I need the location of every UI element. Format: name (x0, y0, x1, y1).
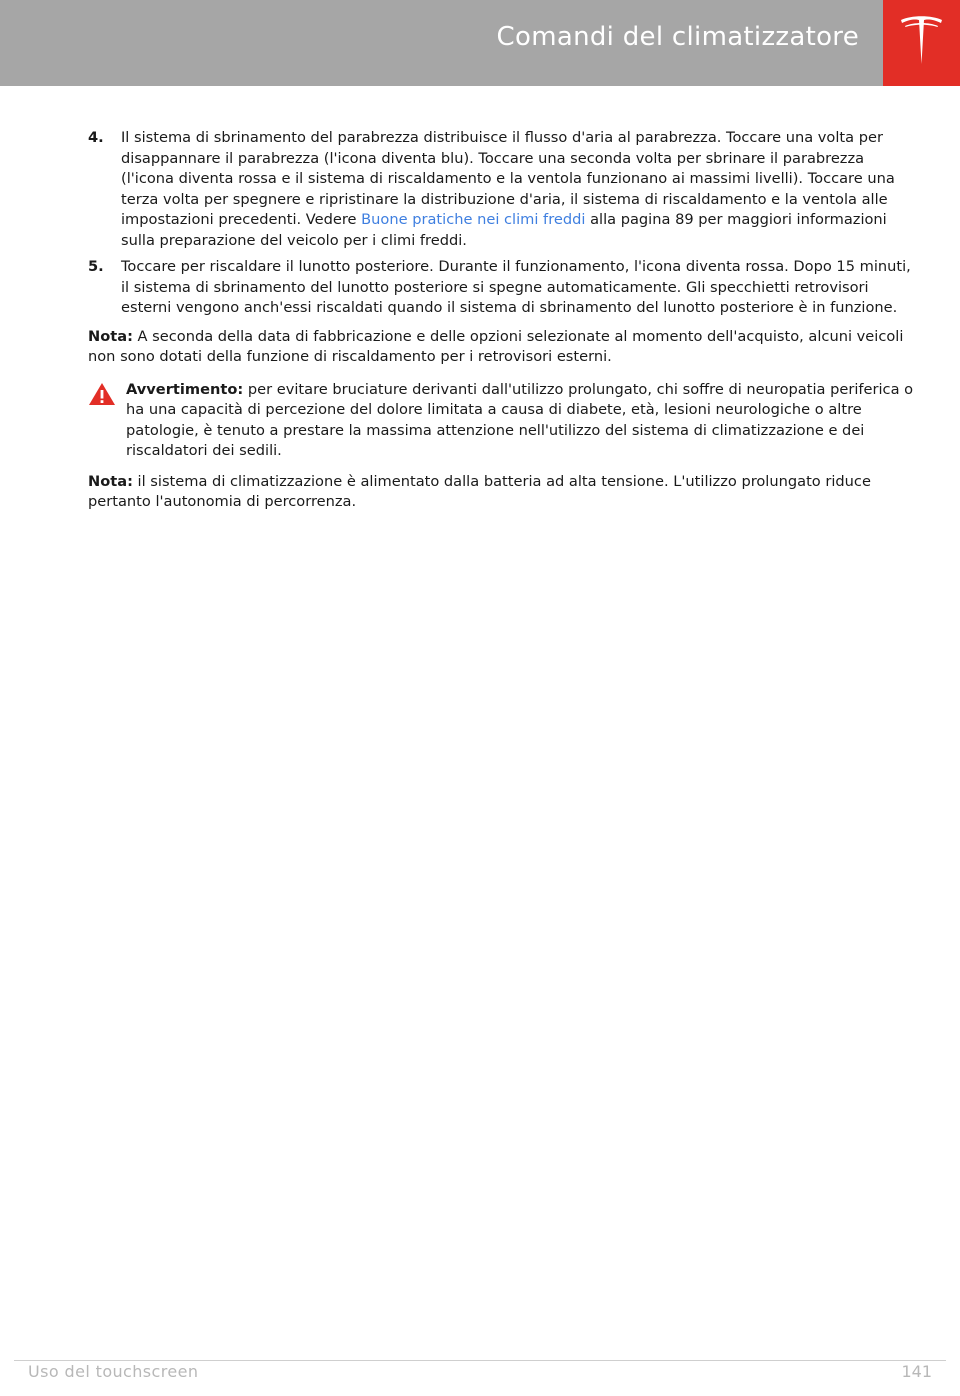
list-number: 4. (88, 129, 104, 146)
note-label: Nota: (88, 472, 133, 490)
note-text: il sistema di climatizzazione è alimentato dalla batteria ad alta tensione. L'utilizzo prolungato riduce pertanto l'autonomia di percorrenza. (88, 472, 871, 510)
page-title: Comandi del climatizzatore (496, 22, 859, 52)
list-item (88, 128, 918, 251)
item-text: Il sistema di sbrinamento del parabrezza distribuisce il flusso d'aria al parabrezza. Toccare una volta per disappannare il parabrezza (l'icona diventa blu). Toccare una seconda volta per sbrinare il parabrezza (l'icona diventa rossa e il sistema di riscaldamento e la ventola funzionano ai massimi livelli). Toccare una terza volta per spegnere e ripristinare la distribuzione d'aria, il sistema di riscaldamento e la ventola alle impostazioni precedenti. Vedere (121, 129, 895, 228)
header-bar (0, 0, 883, 86)
warning-box (88, 380, 918, 462)
list-number: 5. (88, 258, 104, 275)
note-text: A seconda della data di fabbricazione e delle opzioni selezionate al momento dell'acquisto, alcuni veicoli non sono dotati della funzione di riscaldamento per i retrovisori esterni. (88, 327, 904, 365)
warning-text: per evitare bruciature derivanti dall'utilizzo prolungato, chi soffre di neuropatia periferica o ha una capacità di percezione del dolore limitata a causa di diabete, età, lesioni neurologiche o altre patologie, è tenuto a prestare la massima attenzione nell'utilizzo del sistema di climatizzazione e dei riscaldatori dei sedili. (126, 380, 914, 459)
tesla-logo-icon (899, 14, 944, 68)
list-item (88, 257, 918, 319)
footer-divider (14, 1360, 946, 1361)
cross-reference-link[interactable]: Buone pratiche nei climi freddi (361, 211, 586, 228)
brand-logo (883, 0, 960, 86)
footer-section-name: Uso del touchscreen (28, 1362, 199, 1381)
note-paragraph (88, 327, 918, 368)
warning-label: Avvertimento: (126, 380, 244, 398)
item-text: Toccare per riscaldare il lunotto posteriore. Durante il funzionamento, l'icona diventa rossa. Dopo 15 minuti, il sistema di sbrinamento del lunotto posteriore si spegne automaticamente. Gli specchietti retrovisori esterni vengono anch'essi riscaldati quando il sistema di sbrinamento del lunotto posteriore è in funzione. (121, 258, 911, 316)
note-label: Nota: (88, 327, 133, 345)
item-text-continued: alla pagina 89 per maggiori informazioni sulla preparazione del veicolo per i climi freddi. (121, 211, 887, 249)
note-paragraph (88, 472, 918, 513)
warning-triangle-icon (88, 382, 116, 406)
page-number: 141 (901, 1362, 932, 1381)
page-content (88, 128, 918, 523)
